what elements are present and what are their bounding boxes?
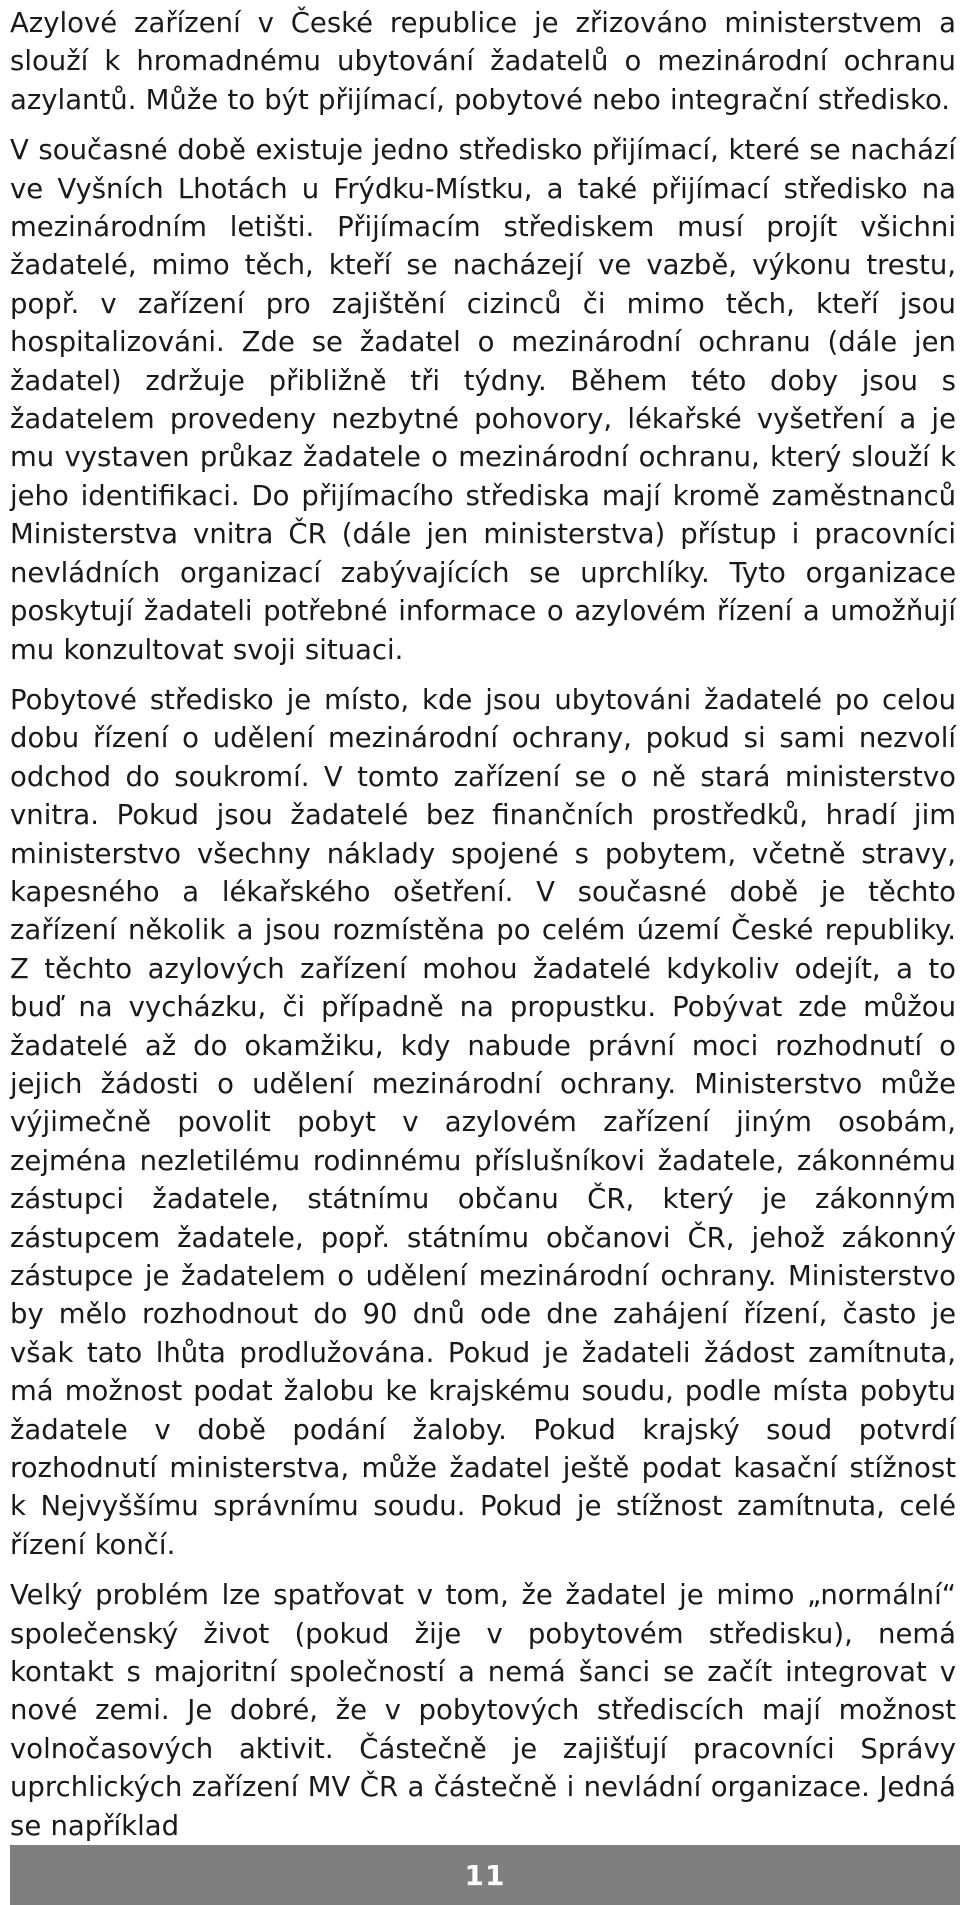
paragraph-residential-centre: Pobytové středisko je místo, kde jsou ubytováni žadatelé po celou dobu řízení o udělení mezinárodní ochrany, pokud si sami nezvolí odchod do soukromí. V tomto zařízení se o ně stará ministerstvo vnitra. Pokud jsou žadatelé bez finančních prostředků, hradí jim ministerstvo všechny náklady spojené s pobytem, včetně stravy, kapesného a lékařského ošetření. V současné době je těchto zařízení několik a jsou rozmístěna po celém území České republiky. Z těchto azylových zařízení mohou žadatelé kdykoliv odejít, a to buď na vycházku, či případně na propustku. Pobývat zde můžou žadatelé až do okamžiku, kdy nabude právní moci rozhodnutí o jejich žádosti o udělení mezinárodní ochrany. Ministerstvo může výjimečně povolit pobyt v azylovém zařízení jiným osobám, zejména nezletilému rodinnému příslušníkovi žadatele, zákonnému zástupci žadatele, státnímu občanu ČR, který je zákonným zástupcem žadatele, popř. státnímu občanovi ČR, jehož zákonný zástupce je žadatelem o udělení mezinárodní ochrany. Ministerstvo by mělo rozhodnout do 90 dnů ode dne zahájení řízení, často je však tato lhůta prodlužována. Pokud je žadateli žádost zamítnuta, má možnost podat žalobu ke krajskému soudu, podle místa pobytu žadatele v době podání žaloby. Pokud krajský soud potvrdí rozhodnutí ministerstva, může žadatel ještě podat kasační stížnost k Nejvyššímu správnímu soudu. Pokud je stížnost zamítnuta, celé řízení končí. (10, 683, 956, 1561)
page-number: 11 (464, 1858, 506, 1892)
text-column (10, 4, 956, 1845)
paragraph-reception-centre: V současné době existuje jedno středisko přijímací, které se nachází ve Vyšních Lhotách u Frýdku-Místku, a také přijímací středisko na mezinárodním letišti. Přijímacím střediskem musí projít všichni žadatelé, mimo těch, kteří se nacházejí ve vazbě, výkonu trestu, popř. v zařízení pro zajištění cizinců či mimo těch, kteří jsou hospitalizováni. Zde se žadatel o mezinárodní ochranu (dále jen žadatel) zdržuje přibližně tři týdny. Během této doby jsou s žadatelem provedeny nezbytné pohovory, lékařské vyšetření a je mu vystaven průkaz žadatele o mezinárodní ochranu, který slouží k jeho identifikaci. Do přijímacího střediska mají kromě zaměstnanců Ministerstva vnitra ČR (dále jen ministerstva) přístup i pracovníci nevládních organizací zabývajících se uprchlíky. Tyto organizace poskytují žadateli potřebné informace o azylovém řízení a umožňují mu konzultovat svoji situaci. (10, 134, 956, 666)
document-page (10, 0, 960, 1905)
paragraph-integration-problem: Velký problém lze spatřovat v tom, že žadatel je mimo „normální“ společenský život (pokud žije v pobytovém středisku), nemá kontakt s majoritní společností a nemá šanci se začít integrovat v nové zemi. Je dobré, že v pobytových střediscích mají možnost volnočasových aktivit. Částečně je zajišťují pracovníci Správy uprchlických zařízení MV ČR a částečně i nevládní organizace. Jedná se například (10, 1579, 956, 1842)
footer-bar (10, 1845, 960, 1905)
paragraph-asylum-facility-intro: Azylové zařízení v České republice je zřizováno ministerstvem a slouží k hromadnému ubytování žadatelů o mezinárodní ochranu azylantů. Může to být přijímací, pobytové nebo integrační středisko. (10, 7, 956, 116)
